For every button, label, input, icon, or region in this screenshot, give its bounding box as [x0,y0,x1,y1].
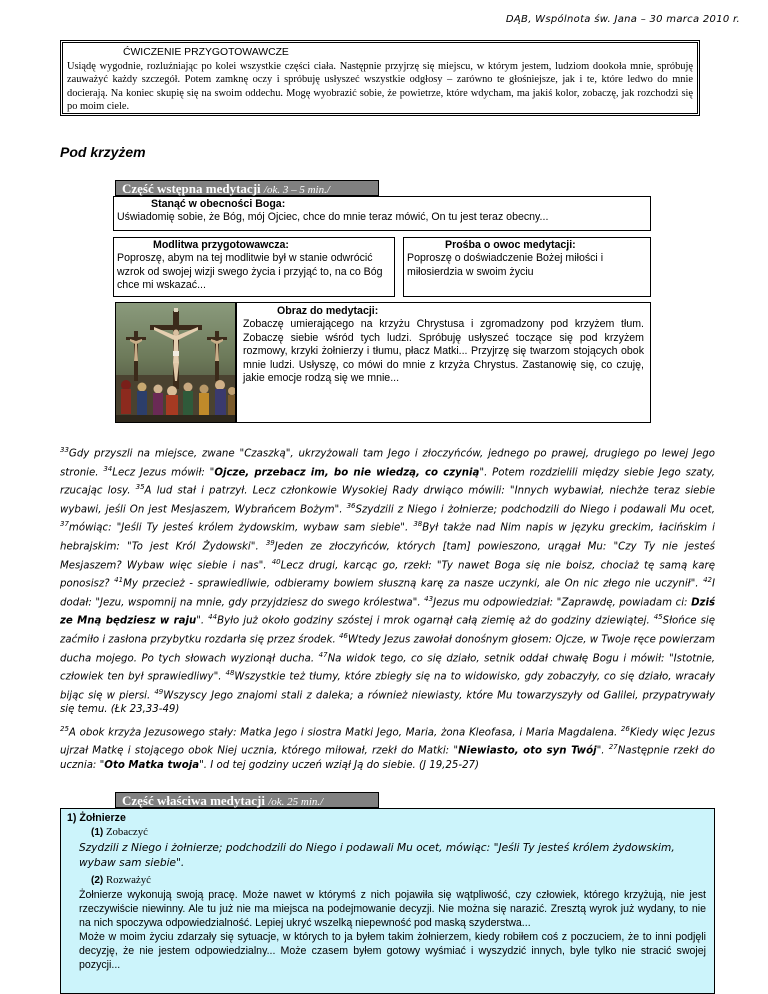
see-label [91,825,706,840]
page-header: DĄB, Wspólnota św. Jana – 30 marca 2010 r. [505,14,740,25]
verse-number: 37 [60,520,69,529]
verse-text: Wtedy Jezus zawołał donośnym głosem: Ojcze, w Twoje ręce powierzam ducha mojego. Po tych słowach wyzionął ducha. [60,634,716,664]
verse-text: Było już około godziny szóstej i mrok ogarnął całą ziemię aż do godziny dziewiątej. [217,615,654,627]
image-meditation-title: Obraz do medytacji: [277,305,379,317]
emphasized-quote: Oto Matka twoja [104,759,200,771]
meditation-point-title: 1) Żołnierze [67,812,126,824]
verse-text: ". [596,745,609,757]
verse-text: My przecież - sprawiedliwie, odbieramy bowiem słuszną karę za nasze uczynki, ale On nic złego nie uczynił". [123,578,704,590]
verse-text: Kiedy więc Jezus ujrzał Matkę i stojącego obok Niej ucznia, którego miłował, rzekł do Matki: " [60,726,715,757]
emphasized-quote: Ojcze, przebacz im, bo nie wiedzą, co czynią [214,466,480,478]
verse-text: mówiąc: "Jeśli Ty jesteś królem żydowskim, wybaw sam siebie". [68,522,414,534]
verse-number: 40 [271,557,281,566]
presence-box [113,196,651,231]
section-main-time: /ok. 25 min./ [268,796,324,808]
meditation-box [60,808,715,994]
presence-text: Uświadomię sobie, że Bóg, mój Ojciec, chce do mnie teraz mówić, On tu jest teraz obecny... [117,211,549,224]
meditation-quote: Szydzili z Niego i żołnierze; podchodzili do Niego i podawali Mu ocet, mówiąc: "Jeśli Ty jesteś królem żydowskim, wybaw sam siebie". [79,842,675,869]
verse-text: A obok krzyża Jezusowego stały: Matka Jego i siostra Matki Jego, Maria, żona Kleofasa, i Maria Magdalena. [68,726,621,738]
prayer-box [113,237,395,297]
verse-number: 44 [208,613,218,622]
verse-text: Wszyscy Jego znajomi stali z daleka; a również niewiasty, które Mu towarzyszyły od Galilei, przypatrywały się temu. (Łk 23,33-49) [60,690,716,716]
verse-text: ". Potem rozdzielili między siebie Jego szaty, rzucając losy. [60,466,715,497]
page-title: Pod krzyżem [60,144,146,160]
verse-text: Na widok tego, co się działo, setnik oddał chwałę Bogu i mówił: "Istotnie, człowiek ten był sprawiedliwy". [60,652,716,683]
image-meditation-text: Zobaczę umierającego na krzyżu Chrystusa i zgromadzony pod krzyżem tłum. Zobaczę siebie wśród tych ludzi. Spróbuję usłyszeć toczące się pod krzyżem rozmowy, krzyki żołnierzy i tłumu, płacz Matki... Przyjrzę się twarzom stojących obok mnie ludzi. Usłyszę, co mówi do mnie z krzyża Chrystus. Zastanowię się, co czuję, jakie emocje rodzą się we mnie... [243,318,644,385]
request-box [403,237,651,297]
verse-number: 43 [424,594,434,603]
verse-text: Gdy przyszli na miejsce, zwane "Czaszką", ukrzyżowali tam Jego i złoczyńców, jednego po prawej, drugiego po lewej Jego stronie. [60,448,715,478]
prayer-title: Modlitwa przygotowawcza: [153,239,289,251]
meditation-text [79,888,706,972]
verse-number: 41 [114,576,124,585]
verse-text: Wszystkie też tłumy, które zbiegły się na to widowisko, gdy zobaczyły, co się działo, wracały bijąc się w piersi. [60,671,715,702]
verse-text: Był także nad Nim napis w języku greckim, łacińskim i hebrajskim: "To jest Król Żydowski". [60,522,715,553]
verse-number: 42 [703,576,712,585]
verse-number: 49 [154,687,164,696]
see-label-text: Zobaczyć [105,826,148,838]
verse-text: Następnie rzekł do ucznia: " [60,745,715,771]
section-intro-title: Część wstępna medytacji [122,181,261,196]
prayer-text: Poproszę, abym na tej modlitwie był w stanie odwrócić wzrok od swojej wizji swego życia i przyjąć to, na co Bóg chce mi wskazać... [117,252,383,292]
reflect-label-num: (2) [91,875,104,886]
verse-number: 46 [338,631,348,640]
scripture-john [60,722,715,773]
request-title: Prośba o owoc medytacji: [445,239,576,251]
section-main-bar [115,792,379,808]
presence-title: Stanąć w obecności Boga: [151,198,286,210]
verse-number: 39 [265,538,275,547]
see-label-num: (1) [91,827,104,838]
emphasized-quote: Niewiasto, oto syn Twój [458,745,597,757]
image-meditation-box [236,302,651,423]
meditation-paragraph-2: Może w moim życiu zdarzały się sytuacje, w których to ja byłem takim żołnierzem, kiedy robiłem coś z poczuciem, że to inni podjęli decyzję, że nie jestem odpowiedzialny... Może czasem byłem gotowy wyśmiać i wyszydzić innych, byle tylko nie stracić swojej pozycji... [79,931,706,971]
verse-number: 48 [225,669,235,678]
exercise-text: Usiądę wygodnie, rozluźniając po kolei wszystkie części ciała. Następnie przyjrzę się miejscu, w którym jestem, ludziom dookoła mnie, spróbuję zauważyć każdy szczegół. Potem zamknę oczy i spróbuję usłyszeć wszystkie odgłosy – zarówno te głośniejsze, jak i te, które ledwo do mnie docierają. Na koniec skupię się na swoim oddechu. Mogę wyobrazić sobie, że powietrze, które wdycham, ma jakiś kolor, zobaczę, jak rozchodzi się po moim ciele. [67,60,693,113]
verse-text: ". I od tej godziny uczeń wziął Ją do siebie. (J 19,25-27) [199,759,480,771]
verse-number: 35 [135,483,145,492]
crucifixion-painting [115,302,236,423]
verse-text: Jeden ze złoczyńców, których [tam] powieszono, urągał Mu: "Czy Ty nie jesteś Mesjaszem? Wybaw więc siebie i nas". [60,541,715,571]
verse-text: A lud stał i patrzył. Lecz członkowie Wysokiej Rady drwiąco mówili: "Innych wybawiał, niechże teraz siebie wybawi, jeśli On jest Mesjaszem, Wybrańcem Bożym". [60,485,715,516]
emphasized-quote: Dziś ze Mną będziesz w raju [60,597,716,627]
verse-number: 38 [413,520,423,529]
reflect-label [91,873,706,888]
meditation-paragraph-1: Żołnierze wykonują swoją pracę. Może nawet w którymś z nich pojawiła się wątpliwość, czy człowiek, którego krzyżują, nie jest rzeczywiście niewinny. Ale tu już nie ma miejsca na podejmowanie decyzji. Nie można się narazić. Zresztą wyrok już wydany, to nie na nich spoczywa odpowiedzialność. Lepiej ukryć wszelką niepewność pod maską szyderstwa... [79,889,706,929]
request-text: Poproszę o doświadczenie Bożej miłości i miłosierdzia w swoim życiu [407,252,604,278]
verse-number: 45 [653,613,663,622]
crucifixion-painting-art [116,303,236,423]
verse-number: 27 [608,743,618,752]
verse-text: ". [196,615,209,627]
exercise-title: ĆWICZENIE PRZYGOTOWAWCZE [123,47,289,58]
verse-text: I dodał: "Jezu, wspomnij na mnie, gdy przyjdziesz do swego królestwa". [60,578,716,609]
verse-text: Słońce się zaćmiło i zasłona przybytku rozdarła się przez środek. [60,615,715,646]
section-main-title: Część właściwa medytacji [122,793,265,808]
verse-number: 33 [60,446,69,454]
scripture-luke [60,443,715,718]
verse-number: 36 [346,501,356,510]
verse-number: 25 [60,724,69,733]
verse-number: 47 [318,650,328,659]
verse-text: Lecz drugi, karcąc go, rzekł: "Ty nawet Boga się nie boisz, chociaż tę samą karę ponosisz? [60,559,716,590]
scripture-passage [60,443,715,777]
section-intro-time: /ok. 3 – 5 min./ [263,184,330,196]
exercise-box [60,40,700,116]
section-intro-bar [115,180,379,196]
verse-text: Jezus mu odpowiedział: "Zaprawdę, powiadam ci: [433,597,692,609]
verse-text: Szydzili z Niego i żołnierze; podchodzili do Niego i podawali Mu ocet, [355,504,715,516]
verse-number: 26 [620,724,630,733]
verse-number: 34 [103,464,113,473]
reflect-label-text: Rozważyć [105,874,151,886]
verse-text: Lecz Jezus mówił: " [112,466,215,478]
